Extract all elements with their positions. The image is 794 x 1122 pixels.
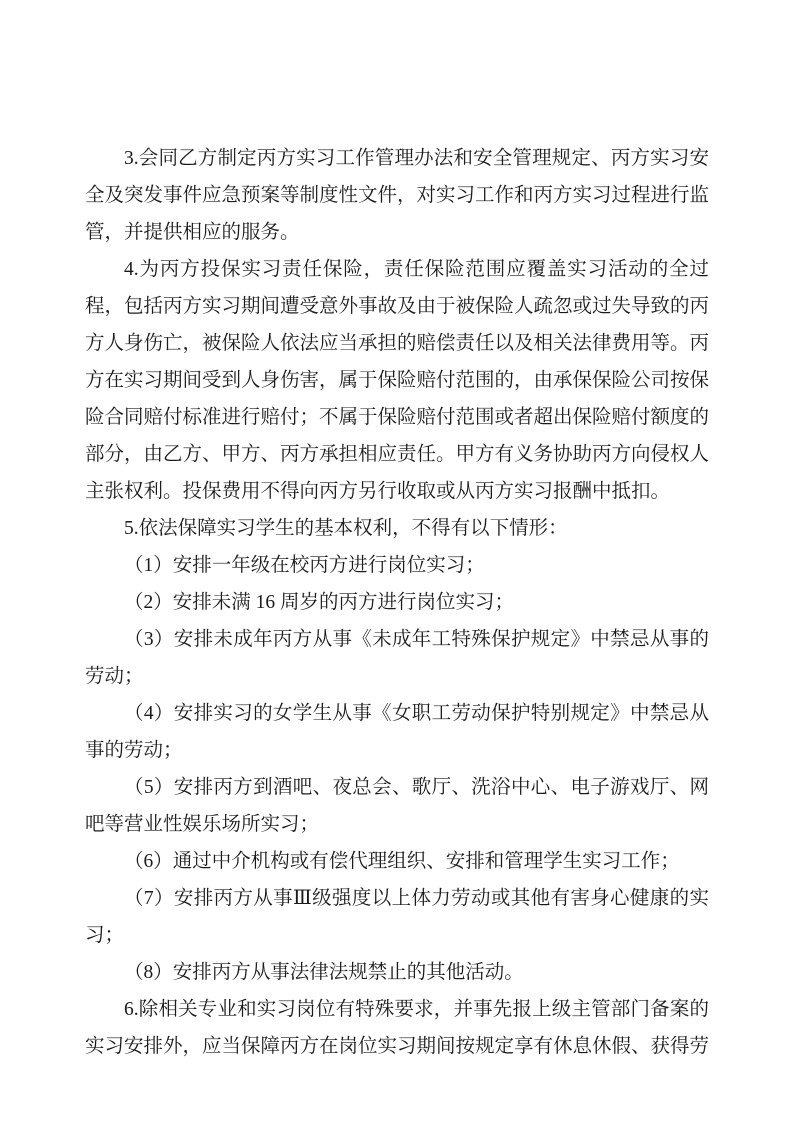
clause-5-item-3: （3）安排未成年丙方从事《未成年工特殊保护规定》中禁忌从事的劳动；: [85, 629, 709, 687]
clause-5-item-1: （1）安排一年级在校丙方进行岗位实习；: [124, 555, 485, 576]
clause-6: 6.除相关专业和实习岗位有特殊要求，并事先报上级主管部门备案的实习安排外，应当保障丙方在岗位实习期间按规定享有休息休假、获得劳: [85, 999, 710, 1057]
clause-5-item-6: （6）通过中介机构或有偿代理组织、安排和管理学生实习工作；: [124, 851, 680, 872]
clause-5: 5.依法保障实习学生的基本权利，不得有以下情形：: [124, 518, 568, 539]
clause-5-item-8: （8）安排丙方从事法律法规禁止的其他活动。: [124, 962, 524, 983]
clause-5-item-7: （7）安排丙方从事Ⅲ级强度以上体力劳动或其他有害身心健康的实习；: [85, 888, 709, 946]
document-body: [85, 140, 709, 1065]
clause-3: 3.会同乙方制定丙方实习工作管理办法和安全管理规定、丙方实习安全及突发事件应急预案等制度性文件，对实习工作和丙方实习过程进行监管，并提供相应的服务。: [85, 148, 710, 243]
clause-4: 4.为丙方投保实习责任保险，责任保险范围应覆盖实习活动的全过程，包括丙方实习期间遭受意外事故及由于被保险人疏忽或过失导致的丙方人身伤亡，被保险人依法应当承担的赔偿责任以及相关法律费用等。丙方在实习期间受到人身伤害，属于保险赔付范围的，由承保保险公司按保险合同赔付标准进行赔付；不属于保险赔付范围或者超出保险赔付额度的部分，由乙方、甲方、丙方承担相应责任。甲方有义务协助丙方向侵权人主张权利。投保费用不得向丙方另行收取或从丙方实习报酬中抵扣。: [85, 259, 710, 502]
clause-5-item-4: （4）安排实习的女学生从事《女职工劳动保护特别规定》中禁忌从事的劳动；: [85, 703, 709, 761]
clause-5-item-2: （2）安排未满 16 周岁的丙方进行岗位实习；: [124, 592, 515, 613]
clause-5-item-5: （5）安排丙方到酒吧、夜总会、歌厅、洗浴中心、电子游戏厅、网吧等营业性娱乐场所实习；: [85, 777, 709, 835]
